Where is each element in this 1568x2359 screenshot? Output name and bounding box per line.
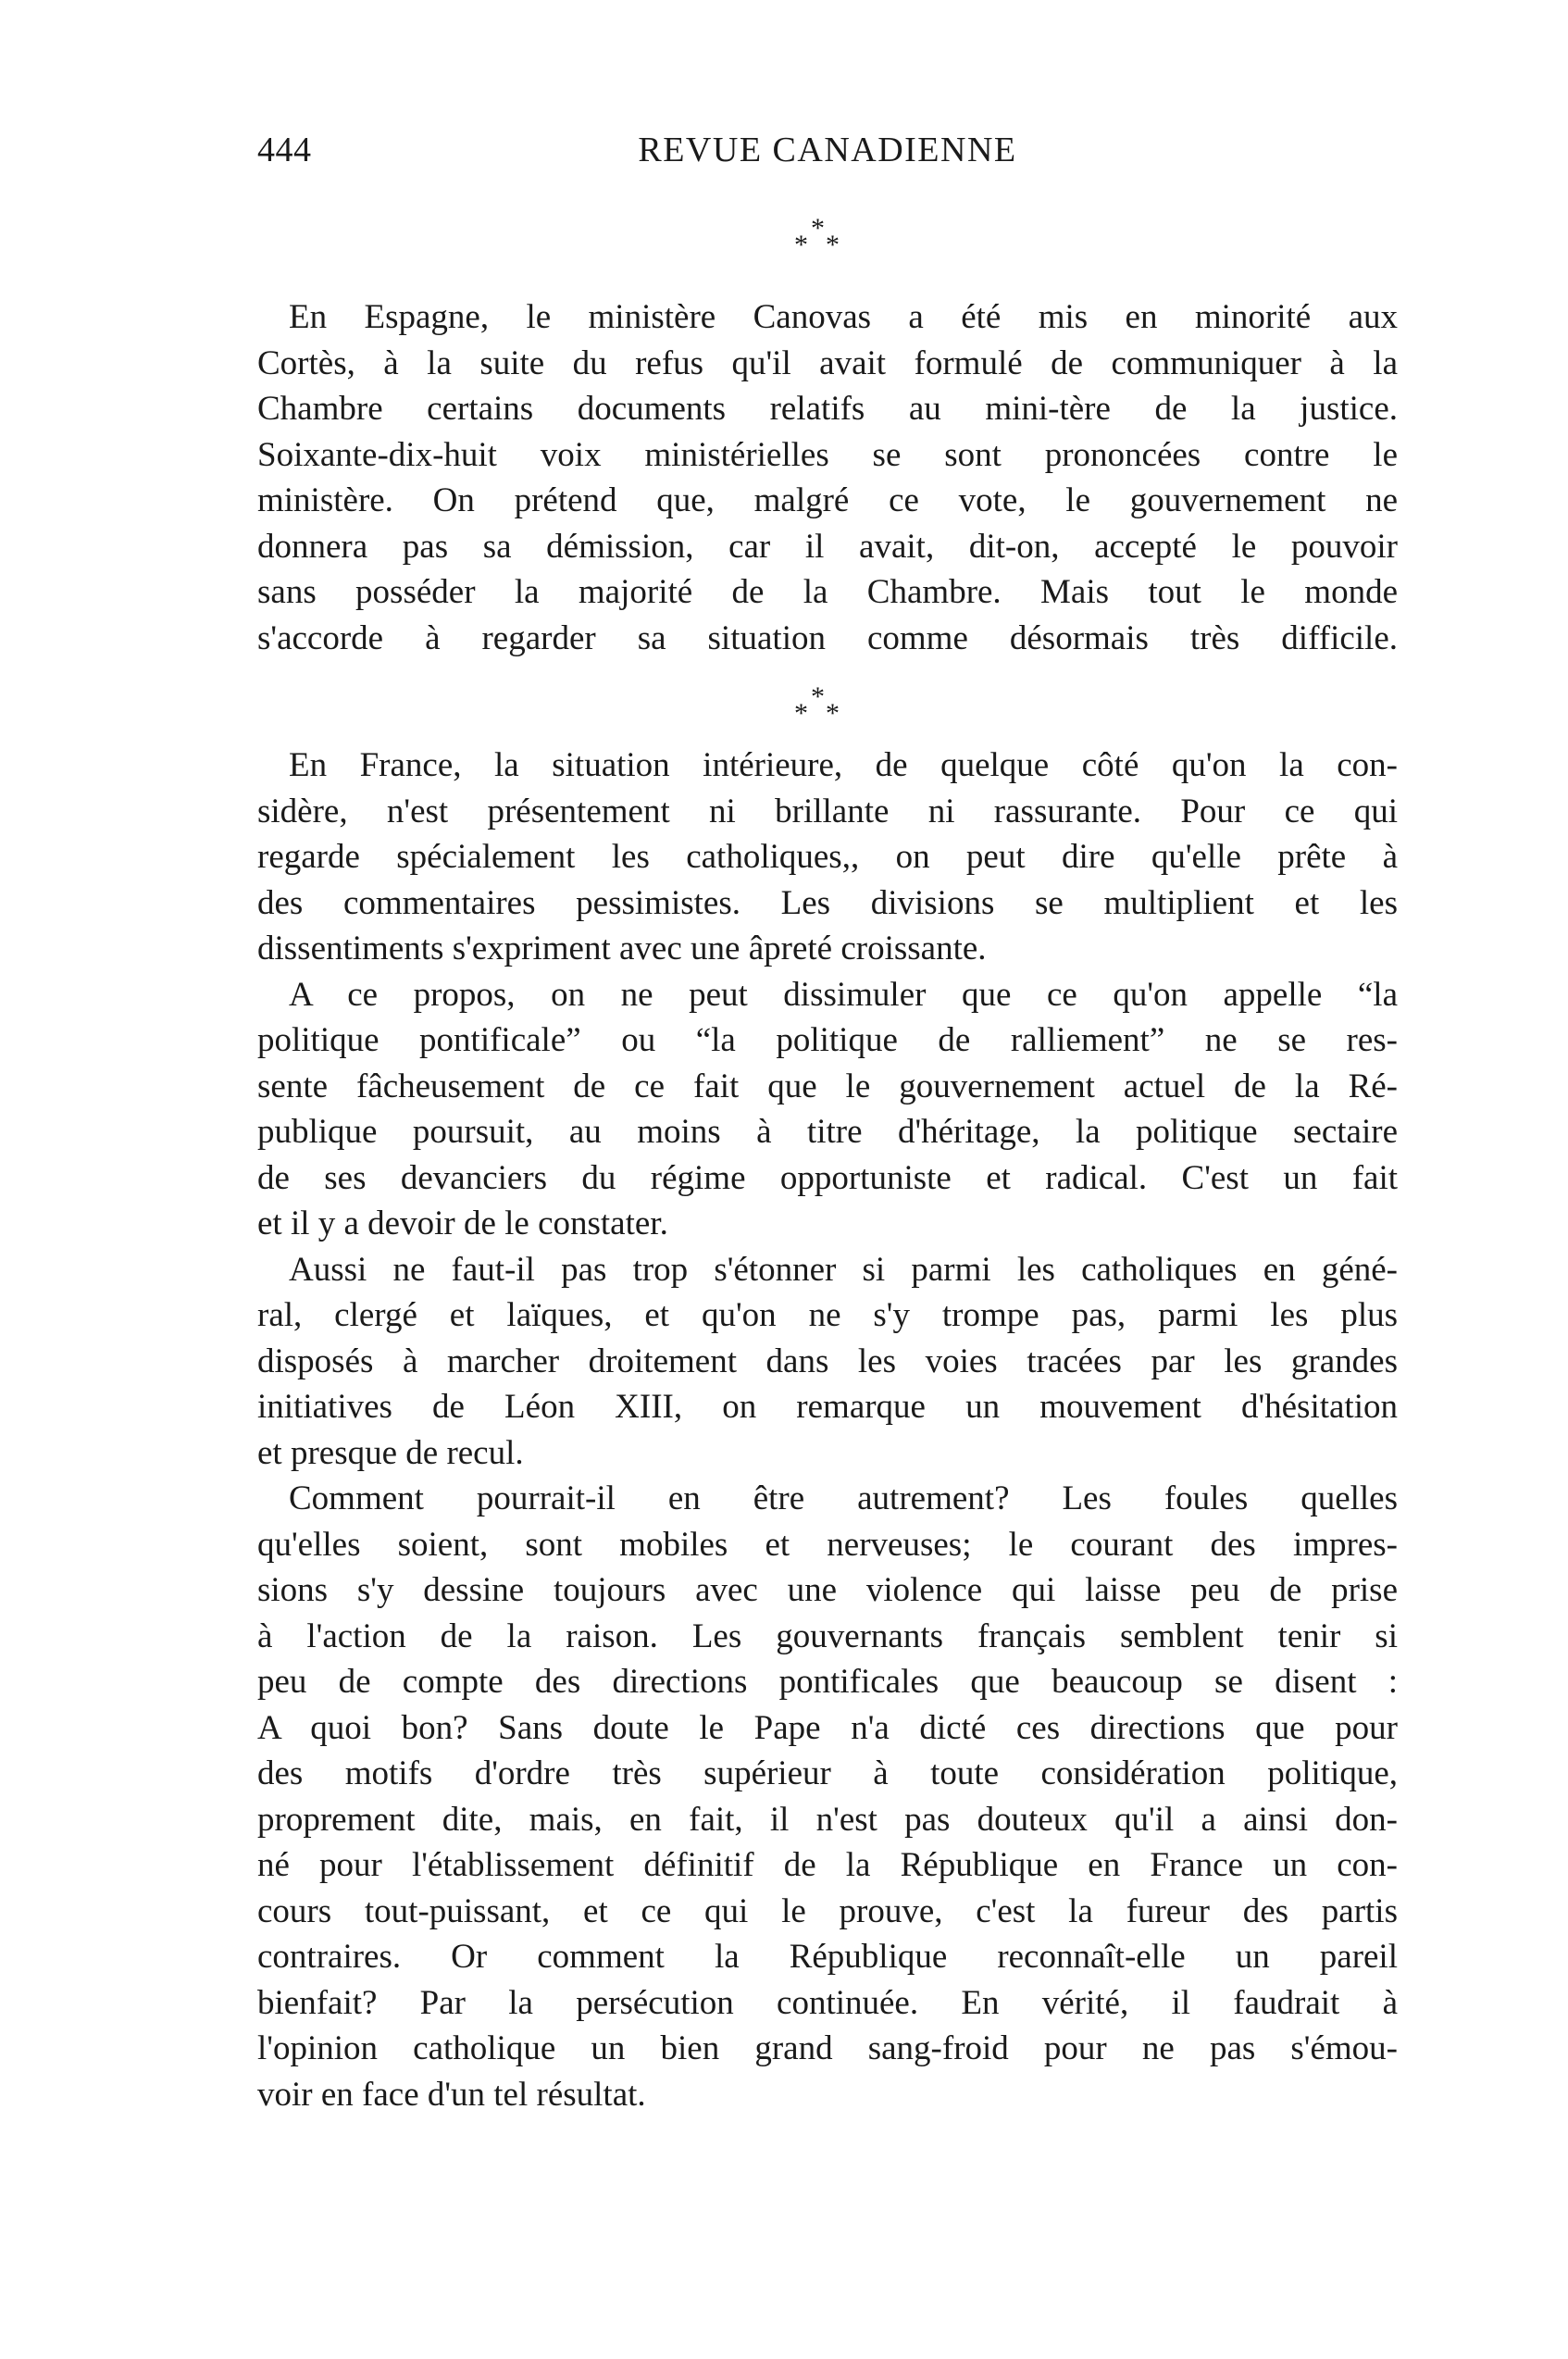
text-line: A quoi bon? Sans doute le Pape n'a dicté ces directions que pour [257,1708,1398,1747]
text-line: Chambre certains documents relatifs au mini-tère de la justice. [257,390,1398,428]
text-line: Aussi ne faut-il pas trop s'étonner si parmi les catholiques en géné- [289,1250,1398,1289]
text-line: peu de compte des directions pontificales que beaucoup se disent : [257,1663,1398,1701]
asterisk-right: * [826,698,840,729]
text-line: cours tout-puissant, et ce qui le prouve, c'est la fureur des partis [257,1891,1398,1930]
text-line: proprement dite, mais, en fait, il n'est pas douteux qu'il a ainsi don- [257,1800,1398,1839]
text-line: regarde spécialement les catholiques,, on peut dire qu'elle prête à [257,838,1398,876]
text-line: sans posséder la majorité de la Chambre. Mais tout le monde [257,573,1398,611]
text-line: à l'action de la raison. Les gouvernants français semblent tenir si [257,1616,1398,1655]
asterisk-left: * [794,230,808,260]
text-line: de ses devanciers du régime opportuniste et radical. C'est un fait [257,1158,1398,1197]
paragraph [257,294,1398,661]
text-line: donnera pas sa démission, car il avait, dit-on, accepté le pouvoir [257,527,1398,566]
section-separator [257,683,1398,739]
text-line: disposés à marcher droitement dans les voies tracées par les grandes [257,1342,1398,1380]
paragraph [257,972,1398,1247]
paragraph [257,743,1398,972]
text-line: qu'elles soient, sont mobiles et nerveuses; le courant des impres- [257,1525,1398,1564]
section-espagne [257,294,1398,661]
text-line: politique pontificale” ou “la politique de ralliement” ne se res- [257,1021,1398,1059]
asterisk-top: * [811,213,825,243]
text-line: ministère. On prétend que, malgré ce vote, le gouvernement ne [257,481,1398,519]
text-line: Comment pourrait-il en être autrement? Les foules quelles [289,1479,1398,1517]
text-line: En Espagne, le ministère Canovas a été mis en minorité aux [289,298,1398,336]
text-line: publique poursuit, au moins à titre d'héritage, la politique sectaire [257,1113,1398,1151]
text-line: dissentiments s'expriment avec une âpreté croissante. [257,930,987,967]
text-line: sions s'y dessine toujours avec une violence qui laisse peu de prise [257,1571,1398,1609]
text-line: des motifs d'ordre très supérieur à toute considération politique, [257,1754,1398,1792]
text-line: ral, clergé et laïques, et qu'on ne s'y trompe pas, parmi les plus [257,1296,1398,1334]
text-line: né pour l'établissement définitif de la République en France un con- [257,1846,1398,1884]
text-line: sidère, n'est présentement ni brillante ni rassurante. Pour ce qui [257,792,1398,830]
paragraph [257,1247,1398,1477]
text-line: sente fâcheusement de ce fait que le gouvernement actuel de la Ré- [257,1067,1398,1105]
asterisk-right: * [826,230,840,260]
text-line: contraires. Or comment la République reconnaît-elle un pareil [257,1938,1398,1976]
text-line: voir en face d'un tel résultat. [257,2075,646,2114]
text-line: En France, la situation intérieure, de quelque côté qu'on la con- [289,746,1398,784]
text-line: Soixante-dix-huit voix ministérielles se sont prononcées contre le [257,435,1398,474]
text-line: et presque de recul. [257,1433,524,1472]
text-line: l'opinion catholique un bien grand sang-froid pour ne pas s'émou- [257,2029,1398,2067]
section-france [257,743,1398,2117]
asterisk-top: * [811,681,825,712]
page-header [257,130,1398,185]
asterisk-left: * [794,698,808,729]
text-line: bienfait? Par la persécution continuée. En vérité, il faudrait à [257,1983,1398,2022]
text-line: des commentaires pessimistes. Les divisions se multiplient et les [257,883,1398,922]
text-line: et il y a devoir de le constater. [257,1204,668,1242]
paragraph [257,1476,1398,2117]
running-title: REVUE CANADIENNE [638,131,1017,169]
page-number: 444 [257,131,312,169]
text-line: initiatives de Léon XIII, on remarque un mouvement d'hésitation [257,1388,1398,1426]
text-line: Cortès, à la suite du refus qu'il avait formulé de communiquer à la [257,343,1398,382]
section-separator [257,215,1398,270]
text-line: s'accorde à regarder sa situation comme désormais très difficile. [257,618,1398,657]
text-line: A ce propos, on ne peut dissimuler que ce qu'on appelle “la [289,975,1398,1014]
